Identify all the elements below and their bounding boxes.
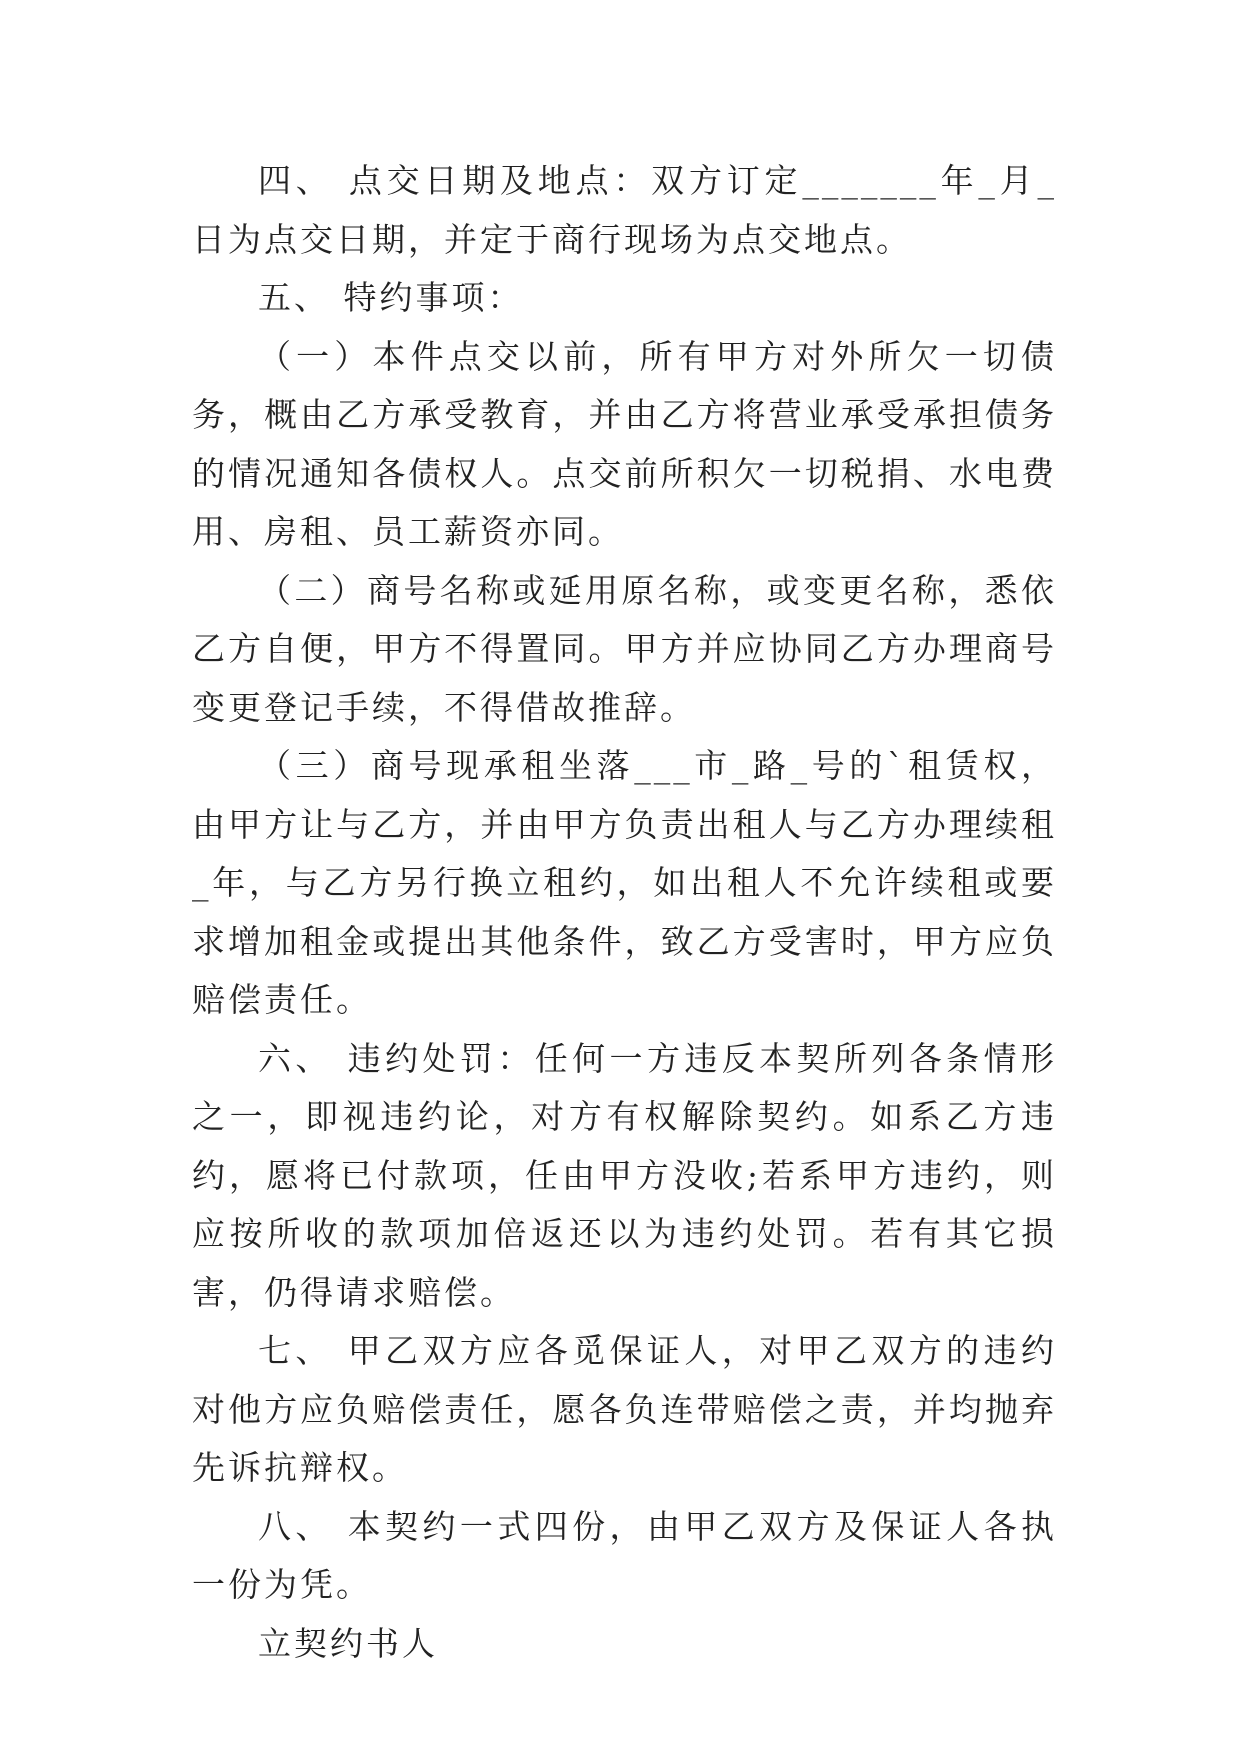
- signatory-label: 立契约书人: [258, 1623, 438, 1663]
- clause-5-item-3: （三）商号现承租坐落___市_路_号的`租赁权，由甲方让与乙方，并由甲方负责出租人与乙方办理续租_年，与乙方另行换立租约，如出租人不允许续租或要求增加租金或提出其他条件，致乙方受害时，甲方应负赔偿责任。: [192, 746, 1058, 1019]
- clause-8-copies: 八、 本契约一式四份，由甲乙双方及保证人各执一份为凭。: [192, 1506, 1057, 1604]
- clause-5-item-1: （一）本件点交以前，所有甲方对外所欠一切债务，概由乙方承受教育，并由乙方将营业承受承担债务的情况通知各债权人。点交前所积欠一切税捐、水电费用、房租、员工薪资亦同。: [192, 336, 1057, 551]
- clause-4-delivery-date: 四、 点交日期及地点：双方订定_______年_月_日为点交日期，并定于商行现场为点交地点。: [192, 161, 1057, 259]
- document-body: [192, 152, 1057, 1673]
- clause-6-breach-penalty: 六、 违约处罚：任何一方违反本契所列各条情形之一，即视违约论，对方有权解除契约。如系乙方违约，愿将已付款项，任由甲方没收;若系甲方违约，则应按所收的款项加倍返还以为违约处罚。若有其它损害，仍得请求赔偿。: [192, 1038, 1057, 1312]
- clause-5-item-2: （二）商号名称或延用原名称，或变更名称，悉依乙方自便，甲方不得置同。甲方并应协同乙方办理商号变更登记手续，不得借故推辞。: [192, 570, 1057, 727]
- clause-5-special-terms: 五、 特约事项：: [258, 278, 524, 317]
- clause-7-guarantors: 七、 甲乙双方应各觅保证人，对甲乙双方的违约对他方应负赔偿责任，愿各负连带赔偿之责，并均抛弃先诉抗辩权。: [192, 1331, 1057, 1487]
